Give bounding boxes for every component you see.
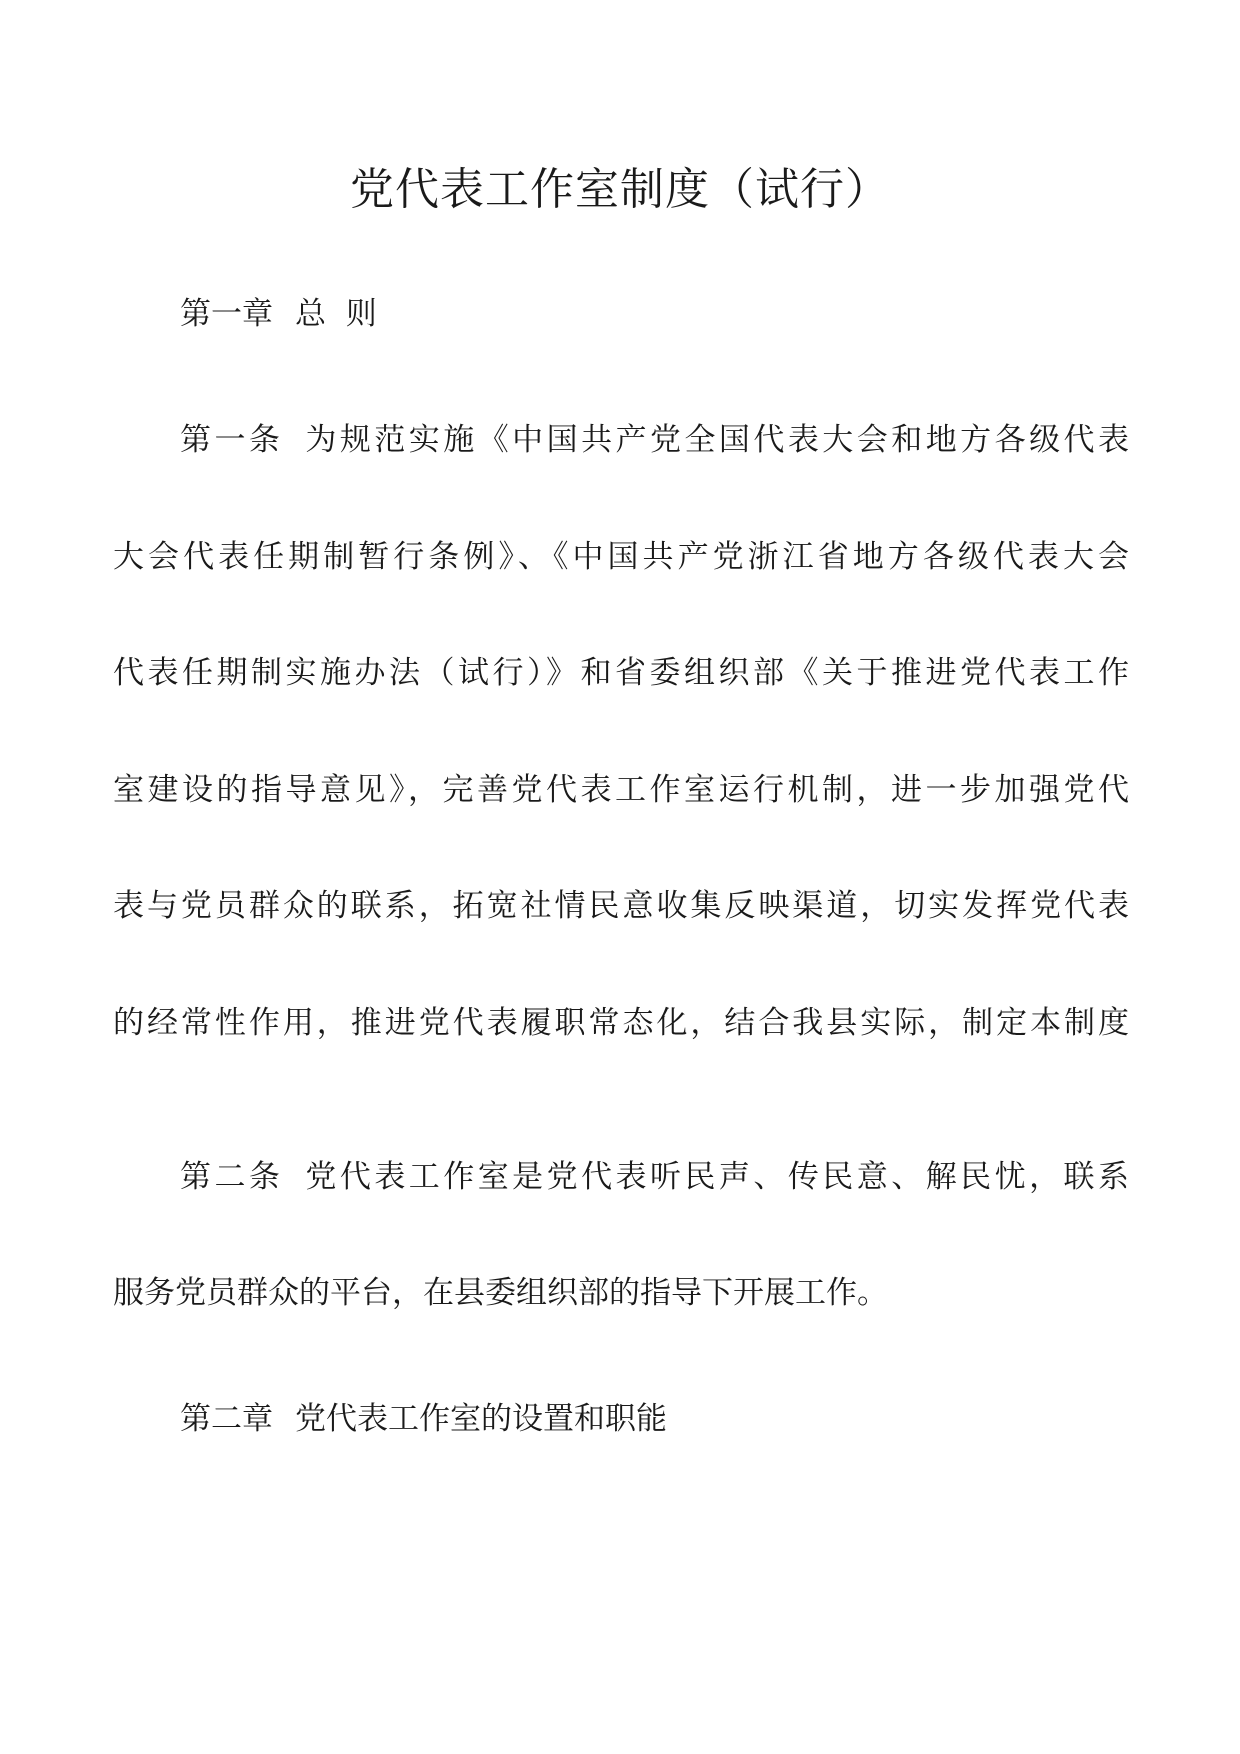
article-1-line-2: 大会代表任期制暂行条例》、《中国共产党浙江省地方各级代表大会: [113, 539, 1129, 575]
article-2-line-2: 服务党员群众的平台，在县委组织部的指导下开展工作。: [113, 1275, 888, 1311]
article-label: 第二条: [180, 1159, 284, 1195]
article-2-line-1: [180, 1157, 1129, 1197]
chapter-name: 总 则: [295, 296, 377, 332]
article-1-line-5: 表与党员群众的联系，拓宽社情民意收集反映渠道，切实发挥党代表: [113, 888, 1129, 924]
chapter-name: 党代表工作室的设置和职能: [295, 1401, 667, 1437]
article-1-line-6: 的经常性作用，推进党代表履职常态化，结合我县实际，制定本制度: [113, 1005, 1129, 1041]
chapter-label: 第二章: [180, 1401, 273, 1437]
article-1-line-1: [180, 420, 1129, 460]
article-1-line-3: 代表任期制实施办法（试行）》和省委组织部《关于推进党代表工作: [113, 655, 1129, 691]
article-text: 为规范实施《中国共产党全国代表大会和地方各级代表: [305, 422, 1130, 458]
article-label: 第一条: [180, 422, 284, 458]
article-text: 党代表工作室是党代表听民声、传民意、解民忧，联系: [305, 1159, 1130, 1195]
chapter-heading-1: [180, 294, 1140, 334]
chapter-label: 第一章: [180, 296, 273, 332]
document-title: 党代表工作室制度（试行）: [350, 164, 890, 215]
chapter-heading-2: [180, 1399, 1140, 1439]
article-1-line-4: 室建设的指导意见》，完善党代表工作室运行机制，进一步加强党代: [113, 772, 1129, 808]
